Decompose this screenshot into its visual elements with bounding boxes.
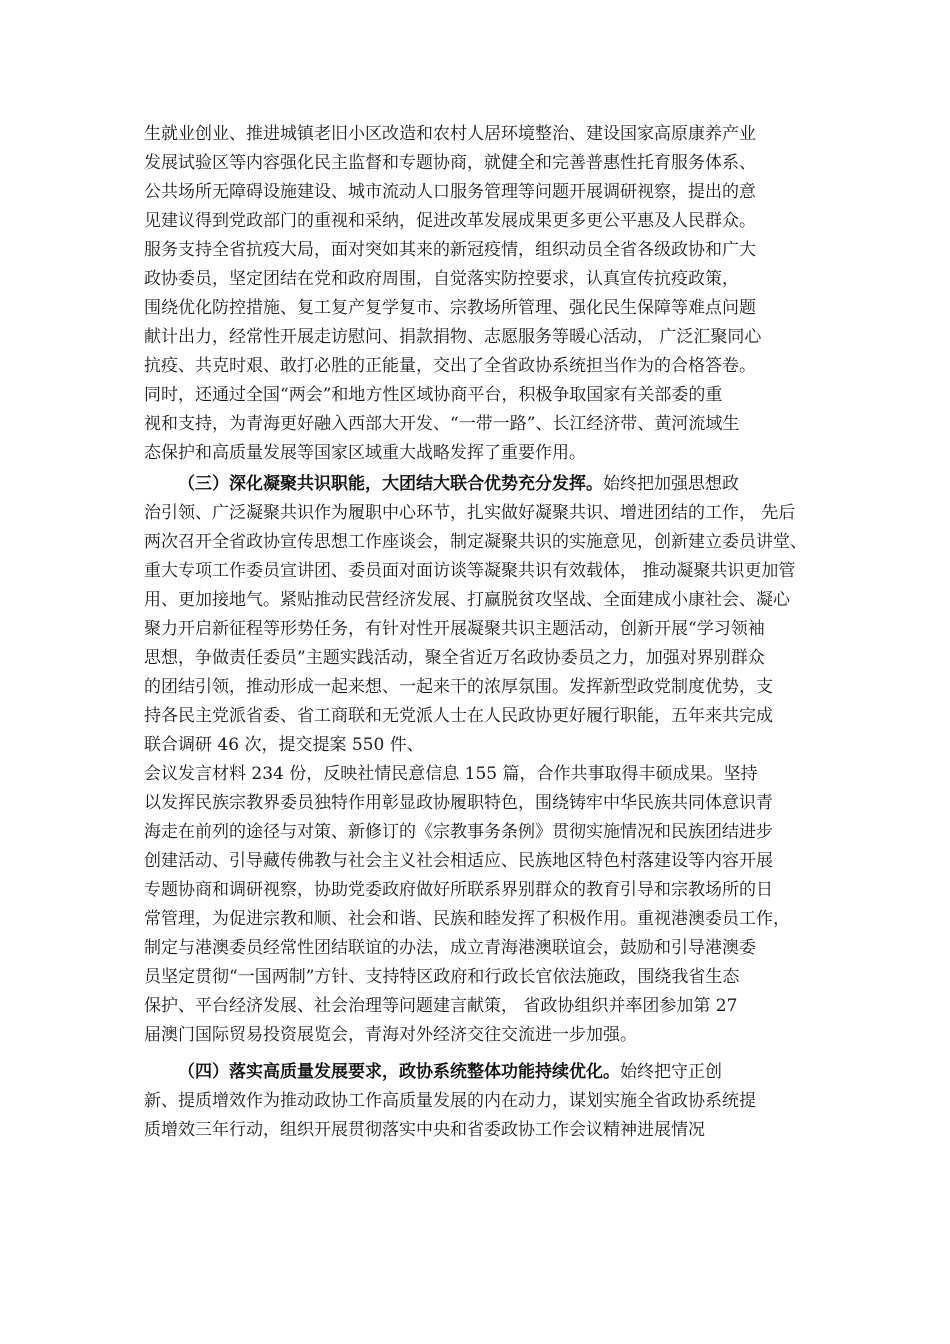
text-run: 始终把守正创: [620, 1062, 722, 1082]
text-line: 的团结引领，推动形成一起来想、一起来干的浓厚氛围。发挥新型政党制度优势，支: [144, 677, 773, 697]
text-line: 政协委员，坚定团结在党和政府周围，自觉落实防控要求，认真宣传抗疫政策，: [144, 269, 739, 289]
text-line: 常管理，为促进宗教和顺、社会和谐、民族和睦发挥了积极作用。重视港澳委员工作，: [144, 909, 790, 929]
section-3-first-line: [144, 470, 809, 499]
text-line: 质增效三年行动，组织开展贯彻落实中央和省委政协工作会议精神进展情况: [144, 1120, 705, 1140]
paragraph-1: [144, 120, 809, 468]
text-line: 制定与港澳委员经常性团结联谊的办法，成立青海港澳联谊会，鼓励和引导港澳委: [144, 938, 756, 958]
text-line: 思想，争做责任委员”主题实践活动，聚全省近万名政协委员之力，加强对界别群众: [144, 648, 765, 668]
text-line: 态保护和高质量发展等国家区域重大战略发挥了重要作用。: [144, 443, 586, 463]
text-line: 会议发言材料 234 份，反映社情民意信息 155 篇，合作共事取得丰硕成果。坚持: [144, 764, 758, 784]
text-line: 以发挥民族宗教界委员独特作用彰显政协履职特色，围绕铸牢中华民族共同体意识青: [144, 793, 773, 813]
text-line: 持各民主党派省委、省工商联和无党派人士在人民政协更好履行职能，五年来共完成: [144, 706, 773, 726]
paragraph-2: [144, 470, 809, 1050]
text-line: 新、提质增效作为推动政协工作高质量发展的内在动力，谋划实施全省政协系统提: [144, 1091, 756, 1111]
text-line: 用、更加接地气。紧贴推动民营经济发展、打赢脱贫攻坚战、全面建成小康社会、凝心: [144, 590, 790, 610]
section-3-heading: （三）深化凝聚共识职能，大团结大联合优势充分发挥。: [178, 474, 603, 494]
text-line: 见建议得到党政部门的重视和采纳，促进改革发展成果更多更公平惠及人民群众。: [144, 211, 756, 231]
text-line: 聚力开启新征程等形势任务，有针对性开展凝聚共识主题活动，创新开展“学习领袖: [144, 619, 765, 639]
text-line: 专题协商和调研视察，协助党委政府做好所联系界别群众的教育引导和宗教场所的日: [144, 880, 773, 900]
section-4-heading: （四）落实高质量发展要求，政协系统整体功能持续优化。: [178, 1062, 620, 1082]
text-line: 两次召开全省政协宣传思想工作座谈会，制定凝聚共识的实施意见，创新建立委员讲堂、: [144, 532, 807, 552]
text-line: 治引领、广泛凝聚共识作为履职中心环节，扎实做好凝聚共识、增进团结的工作， 先后: [144, 503, 796, 523]
text-line: 届澳门国际贸易投资展览会，青海对外经济交往交流进一步加强。: [144, 1025, 637, 1045]
section-4-first-line: [144, 1058, 809, 1087]
text-line: 联合调研 46 次，提交提案 550 件、: [144, 735, 424, 755]
text-line: 围绕优化防控措施、复工复产复学复市、宗教场所管理、强化民生保障等难点问题: [144, 298, 756, 318]
text-line: 献计出力，经常性开展走访慰问、捐款捐物、志愿服务等暖心活动， 广泛汇聚同心: [144, 327, 762, 347]
text-line: 发展试验区等内容强化民主监督和专题协商，就健全和完善普惠性托育服务体系、: [144, 153, 756, 173]
paragraph-spacer: [144, 1050, 809, 1058]
text-line: 重大专项工作委员宣讲团、委员面对面访谈等凝聚共识有效载体， 推动凝聚共识更加管: [144, 561, 796, 581]
text-line: 视和支持，为青海更好融入西部大开发、“一带一路”、长江经济带、黄河流域生: [144, 414, 740, 434]
text-line: 抗疫、共克时艰、敢打必胜的正能量，交出了全省政协系统担当作为的合格答卷。: [144, 356, 756, 376]
document-body: [144, 120, 809, 1145]
text-line: 员坚定贯彻“一国两制”方针、支持特区政府和行政长官依法施政，围绕我省生态: [144, 967, 740, 987]
text-line: 同时，还通过全国“两会”和地方性区域协商平台，积极争取国家有关部委的重: [144, 385, 723, 405]
paragraph-3: [144, 1058, 809, 1145]
text-line: 服务支持全省抗疫大局，面对突如其来的新冠疫情，组织动员全省各级政协和广大: [144, 240, 756, 260]
text-line: 公共场所无障碍设施建设、城市流动人口服务管理等问题开展调研视察，提出的意: [144, 182, 756, 202]
text-line: 创建活动、引导藏传佛教与社会主义社会相适应、民族地区特色村落建设等内容开展: [144, 851, 773, 871]
text-line: 海走在前列的途径与对策、新修订的《宗教事务条例》贯彻实施情况和民族团结进步: [144, 822, 773, 842]
text-line: 生就业创业、推进城镇老旧小区改造和农村人居环境整治、建设国家高原康养产业: [144, 124, 756, 144]
text-line: 保护、平台经济发展、社会治理等问题建言献策， 省政协组织并率团参加第 27: [144, 996, 738, 1016]
text-run: 始终把加强思想政: [603, 474, 739, 494]
